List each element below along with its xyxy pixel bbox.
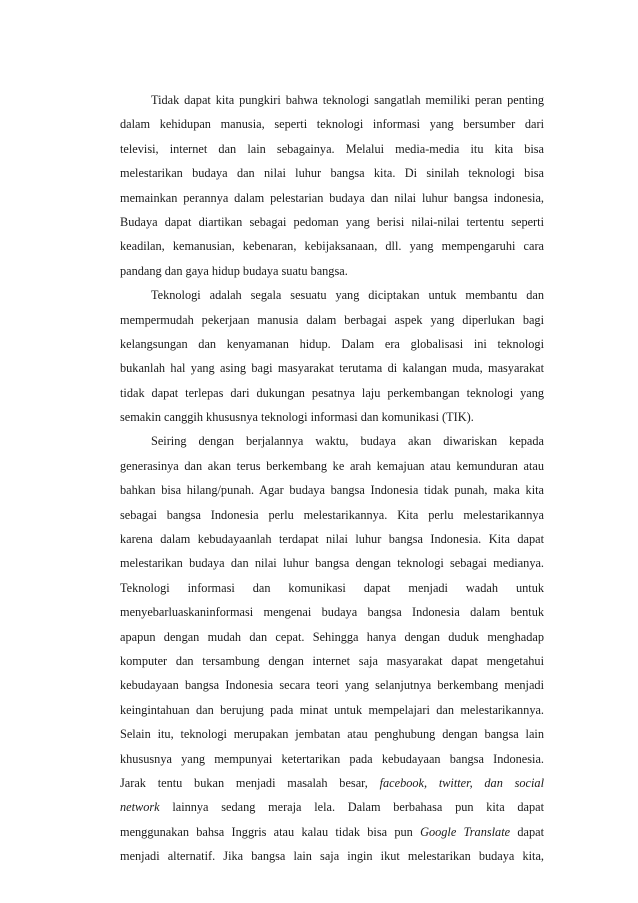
- text-line: apapun dengan mudah dan cepat. Sehingga hanya dengan duduk menghadap: [120, 629, 544, 644]
- text-line: Selain itu, teknologi merupakan jembatan atau penghubung dengan bangsa lain: [120, 727, 544, 742]
- paragraph-2: [120, 283, 544, 429]
- text-line: menyebarluaskaninformasi mengenai budaya bangsa Indonesia dalam bentuk: [120, 605, 544, 620]
- text-line: khususnya yang mempunyai ketertarikan pada kebudayaan bangsa Indonesia.: [120, 751, 544, 766]
- paragraph-3: [120, 429, 544, 868]
- text-line: menjadi alternatif. Jika bangsa lain saja ingin ikut melestarikan budaya kita,: [120, 849, 544, 864]
- text-line: keadilan, kemanusian, kebenaran, kebijaksanaan, dll. yang mempengaruhi cara: [120, 239, 544, 254]
- text-line: televisi, internet dan lain sebagainya. Melalui media-media itu kita bisa: [120, 141, 544, 156]
- text-line: komputer dan tersambung dengan internet saja masyarakat dapat mengetahui: [120, 653, 544, 668]
- italic-text: facebook, twitter, dan social: [379, 775, 544, 790]
- text-line: dalam kehidupan manusia, seperti teknologi informasi yang bersumber dari: [120, 117, 544, 132]
- italic-text: network: [120, 800, 160, 815]
- text-line: Teknologi informasi dan komunikasi dapat menjadi wadah untuk: [120, 580, 544, 595]
- text-line: mempermudah pekerjaan manusia dalam berbagai aspek yang diperlukan bagi: [120, 312, 544, 327]
- text-line: melestarikan budaya dan nilai luhur bangsa dengan teknologi sebagai medianya.: [120, 556, 544, 571]
- italic-text: Google Translate: [420, 824, 511, 839]
- text-line: pandang dan gaya hidup budaya suatu bangsa.: [120, 263, 348, 278]
- text-line: Tidak dapat kita pungkiri bahwa teknologi sangatlah memiliki peran penting: [151, 93, 544, 107]
- text-line: karena dalam kebudayaanlah terdapat nilai luhur bangsa Indonesia. Kita dapat: [120, 532, 544, 547]
- text-line: Budaya dapat diartikan sebagai pedoman yang berisi nilai-nilai tertentu seperti: [120, 214, 544, 229]
- text-line: kelangsungan dan kenyamanan hidup. Dalam era globalisasi ini teknologi: [120, 336, 544, 351]
- text-line: bahkan bisa hilang/punah. Agar budaya bangsa Indonesia tidak punah, maka kita: [120, 483, 544, 498]
- text-line: melestarikan budaya dan nilai luhur bangsa kita. Di sinilah teknologi bisa: [120, 166, 544, 181]
- text-line: menggunakan bahsa Inggris atau kalau tidak bisa pun Google Translate dapat: [120, 824, 544, 839]
- text-line: network lainnya sedang meraja lela. Dalam berbahasa pun kita dapat: [120, 800, 544, 815]
- text-line: sebagai bangsa Indonesia perlu melestarikannya. Kita perlu melestarikannya: [120, 507, 544, 522]
- text-line: semakin canggih khususnya teknologi informasi dan komunikasi (TIK).: [120, 410, 474, 425]
- text-line: keingintahuan dan berujung pada minat untuk mempelajari dan melestarikannya.: [120, 702, 544, 717]
- text-line: Teknologi adalah segala sesuatu yang diciptakan untuk membantu dan: [151, 288, 544, 303]
- text-line: kebudayaan bangsa Indonesia secara teori yang selanjutnya berkembang menjadi: [120, 678, 544, 693]
- text-line: Jarak tentu bukan menjadi masalah besar, facebook, twitter, dan social: [120, 775, 544, 790]
- paragraph-1: [120, 88, 544, 283]
- text-line: tidak dapat terlepas dari dukungan pesatnya laju perkembangan teknologi yang: [120, 385, 544, 400]
- text-line: bukanlah hal yang asing bagi masyarakat terutama di kalangan muda, masyarakat: [120, 361, 544, 376]
- body-text: [120, 88, 544, 869]
- text-line: Seiring dengan berjalannya waktu, budaya akan diwariskan kepada: [151, 434, 544, 449]
- text-line: memainkan perannya dalam pelestarian budaya dan nilai luhur bangsa indonesia,: [120, 190, 544, 205]
- text-line: generasinya dan akan terus berkembang ke arah kemajuan atau kemunduran atau: [120, 458, 544, 473]
